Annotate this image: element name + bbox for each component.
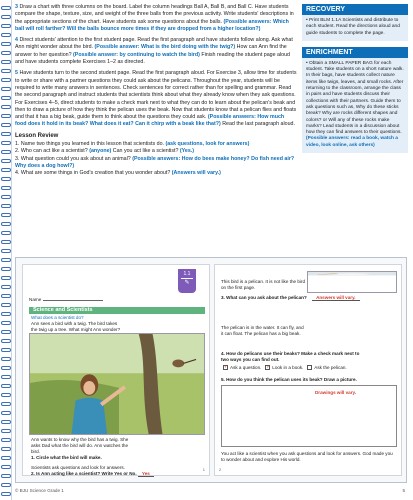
spiral-ring [1, 483, 11, 487]
spiral-ring [1, 249, 11, 253]
enrichment-box [302, 47, 408, 153]
student-workbook-image [15, 257, 407, 483]
spiral-ring [1, 321, 11, 325]
spiral-ring [1, 186, 11, 190]
spiral-ring [1, 276, 11, 280]
spiral-ring [1, 348, 11, 352]
footnote: Scientists ask questions and look for answers. [31, 465, 125, 470]
section-title-bar: Science and Scientists [29, 307, 205, 314]
spiral-ring [1, 24, 11, 28]
spiral-ring [1, 366, 11, 370]
question-2: 2. Is Ann acting like a scientist? Write Yes or No. Yes [31, 471, 154, 477]
pelican-intro: This bird is a pelican. It is not like the bird on the first page. [221, 279, 306, 290]
spiral-ring [1, 222, 11, 226]
spiral-ring [1, 33, 11, 37]
spiral-ring [1, 132, 11, 136]
spiral-ring [1, 177, 11, 181]
spiral-ring [1, 141, 11, 145]
option-book-checkbox[interactable] [265, 365, 270, 370]
photo-caption: Ann wants to know why the bird has a twig. She asks Dad what the bird will do. Ann watches the bird. [31, 437, 129, 454]
spiral-ring [1, 231, 11, 235]
spiral-ring [1, 294, 11, 298]
option-ask-checkbox[interactable] [223, 365, 228, 370]
lesson-review-title: Lesson Review [15, 132, 59, 139]
spiral-ring [1, 402, 11, 406]
spiral-ring [1, 384, 11, 388]
recovery-title: RECOVERY [302, 4, 408, 15]
page-2-footnote: You act like a scientist when you ask questions and look for answers. God made you to wonder about and explore His world. [221, 451, 393, 462]
student-page-1 [22, 264, 210, 476]
review-item-2: 2. Who can act like a scientist? (anyone) Can you act like a scientist? (Yes.) [15, 148, 195, 155]
pelican-photo [307, 271, 397, 293]
spiral-ring [1, 87, 11, 91]
sidebar [302, 4, 408, 153]
spiral-ring [1, 204, 11, 208]
spiral-ring [1, 465, 11, 469]
lesson-review [15, 133, 297, 178]
spiral-ring [1, 438, 11, 442]
spiral-ring [1, 267, 11, 271]
spiral-ring [1, 114, 11, 118]
teacher-text [15, 4, 297, 178]
paragraph-4: 4 Direct students' attention to the first student page. Read the first paragraph and have students follow along. Ask what Ann might wonder about the bird. (Possible answer: What is the bird doing with the twig?) How can Ann find the answer to her question? (Possible answer: by continuing to watch the bird) Finish reading the student page aloud and have students complete Exercises 1–2 as directed. [15, 37, 293, 66]
page-number-2: 2 [219, 467, 222, 472]
spiral-ring [1, 195, 11, 199]
spiral-ring [1, 51, 11, 55]
page-number-1: 1 [202, 467, 205, 472]
spiral-ring [1, 60, 11, 64]
spiral-ring [1, 213, 11, 217]
name-line: Name [29, 297, 103, 303]
recovery-box [302, 4, 408, 41]
spiral-ring [1, 168, 11, 172]
spiral-ring [1, 492, 11, 496]
spiral-ring [1, 312, 11, 316]
spiral-ring [1, 150, 11, 154]
spiral-ring [1, 456, 11, 460]
spiral-ring [1, 15, 11, 19]
spiral-ring [1, 429, 11, 433]
recovery-text: • Print BLM 1.1A Scientists and distribute to each student. Read the directions aloud and guide students to complete the page. [302, 15, 408, 41]
spiral-ring [1, 330, 11, 334]
spiral-ring [1, 375, 11, 379]
page-footer: © BJU Science Grade 1 5 [15, 488, 405, 493]
spiral-ring [1, 105, 11, 109]
paragraph-3: 3 Draw a chart with three columns on the board. Label the column headings Ball A, Ball B, and Ball C. Have students compare the shape, texture, size, and weight of the three balls from the previous activity. Write students' descriptions in the appropriate sections of the chart. Have students ask some questions about the balls. (Possible answers: Which ball will roll farther? Will the balls bounce more times if they are dropped from a higher location?) [15, 4, 294, 32]
review-item-1: 1. Name two things you learned in this lesson that scientists do. (ask questions, look for answers) [15, 141, 250, 148]
question-4: 4. How do pelicans use their beaks? Make a check mark next to two ways you can find out. [221, 351, 360, 362]
spiral-ring [1, 123, 11, 127]
spiral-ring [1, 258, 11, 262]
spiral-ring [1, 69, 11, 73]
spiral-ring [1, 303, 11, 307]
student-page-2 [214, 264, 402, 476]
question-5: 5. How do you think the pelican uses its beak? Draw a picture. [221, 377, 357, 382]
question-3: 3. What can you ask about the pelican? Answers will vary. [221, 295, 401, 301]
spiral-ring [1, 240, 11, 244]
spiral-binding [0, 0, 12, 500]
review-item-3: 3. What question could you ask about an animal? (Possible answers: How do bees make honey? Do fish need air? Why does a dog howl?) [15, 155, 295, 169]
pelican-facts: The pelican is in the water. It can fly, and it can float. The pelican has a big beak. [221, 325, 304, 336]
spiral-ring [1, 159, 11, 163]
drawing-box[interactable]: Drawings will vary. [221, 385, 397, 447]
spiral-ring [1, 393, 11, 397]
spiral-ring [1, 42, 11, 46]
spiral-ring [1, 96, 11, 100]
spiral-ring [1, 339, 11, 343]
spiral-ring [1, 6, 11, 10]
spiral-ring [1, 285, 11, 289]
spiral-ring [1, 78, 11, 82]
spiral-ring [1, 411, 11, 415]
intro-question: What does a scientist do? Ann sees a bird with a twig. The bird takes the twig up a tree. What might Ann wonder? [31, 315, 121, 332]
spiral-ring [1, 357, 11, 361]
question-1: 1. Circle what the bird will make. [31, 455, 102, 460]
lesson-badge: 1.1 ✎ [178, 269, 196, 293]
enrichment-text: • Obtain a SMALL PAPER BAG for each student. Take students on a short nature walk. In their bags, have students collect nature items like twigs, leaves, and small rocks. After returning to the classroom, arrange the class in pairs and have students discuss their collections with their partners. Guide them to ask questions such as, Why do these sticks break? Why are rocks different shapes and colors? or Will any of these rocks make marks? Lead students in a discussion about how they can find answers to their questions. (Possible answers: read a book, watch a video, look online, ask others) [302, 58, 408, 153]
spiral-ring [1, 420, 11, 424]
paragraph-5: 5 Have students turn to the second student page. Read the first paragraph aloud. For Exercise 3, allow time for students to write or share with a partner questions they could ask about the pelicans. Throughout the year, students will be required to write many answers in sentences. Check sentences for correct rather than for spelling and grammar. Read the second paragraph and instruct students that scientists think about what they already know when they ask questions. For Exercises 4–5, direct students to make a check mark next to what they can do to learn about the pelican's beak and then to draw a picture of how they think the pelican uses the beak. Now that students know that a pelican flies and floats and that it has a big beak, guide them to think about the questions they could ask. (Possible answers: How much food does it hold in its beak? What does it eat? Can it chirp with a beak like that?) Read the last paragraph aloud. [15, 70, 297, 128]
spiral-ring [1, 447, 11, 451]
review-item-4: 4. What are some things in God's creation that you wonder about? (Answers will vary.) [15, 170, 221, 177]
question-4-options: ✓Ask a question. ✓ Look in a book. Ask the pelican. [223, 365, 393, 371]
enrichment-title: ENRICHMENT [302, 47, 408, 58]
option-pelican-checkbox[interactable] [307, 365, 312, 370]
spiral-ring [1, 474, 11, 478]
girl-and-bird-photo [29, 333, 205, 435]
